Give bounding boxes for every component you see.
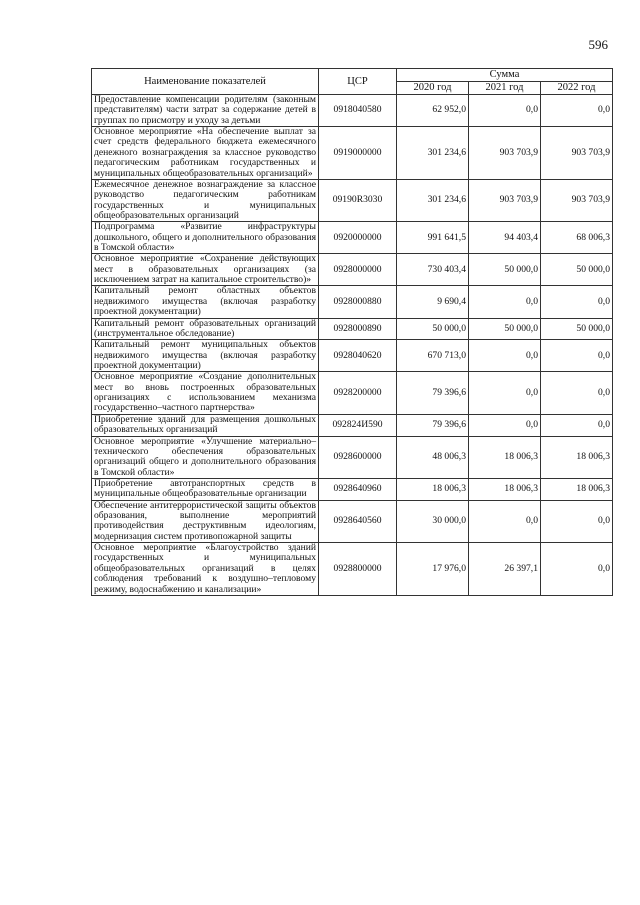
- row-value-2021: 0,0: [469, 414, 541, 436]
- row-code: 0928800000: [319, 543, 397, 596]
- row-name: Капитальный ремонт муниципальных объектов недвижимого имущества (включая разработку проектной документации): [92, 340, 319, 372]
- table-row: [92, 478, 613, 500]
- table-row: [92, 318, 613, 340]
- row-code: 0928640560: [319, 500, 397, 542]
- row-code: 0918040580: [319, 95, 397, 127]
- table-row: [92, 127, 613, 180]
- row-value-2022: 0,0: [541, 372, 613, 414]
- row-name: Основное мероприятие «На обеспечение выплат за счет средств федерального бюджета ежемесячного денежного вознаграждения за классное руководство педагогическим работникам государственных и муниципальных общеобразовательных организаций»: [92, 127, 319, 180]
- table-row: [92, 254, 613, 286]
- table-row: [92, 179, 613, 221]
- table-header: [92, 69, 613, 95]
- row-value-2020: 670 713,0: [397, 340, 469, 372]
- row-code: 09190R3030: [319, 179, 397, 221]
- table-row: [92, 500, 613, 542]
- row-value-2022: 903 703,9: [541, 127, 613, 180]
- page-number: 596: [588, 37, 608, 52]
- table-row: [92, 543, 613, 596]
- row-code: 0928200000: [319, 372, 397, 414]
- header-sum: Сумма: [397, 69, 613, 82]
- header-code: ЦСР: [319, 69, 397, 95]
- header-year-2020: 2020 год: [397, 82, 469, 95]
- row-code: 0928000880: [319, 286, 397, 318]
- row-value-2020: 79 396,6: [397, 372, 469, 414]
- row-value-2020: 50 000,0: [397, 318, 469, 340]
- row-value-2020: 79 396,6: [397, 414, 469, 436]
- row-name: Предоставление компенсации родителям (законным представителям) части затрат за содержание детей в группах по присмотру и уходу за детьми: [92, 95, 319, 127]
- row-name: Приобретение зданий для размещения дошкольных образовательных организаций: [92, 414, 319, 436]
- row-value-2020: 301 234,6: [397, 127, 469, 180]
- row-value-2022: 50 000,0: [541, 254, 613, 286]
- row-value-2022: 50 000,0: [541, 318, 613, 340]
- table-row: [92, 414, 613, 436]
- table-row: [92, 222, 613, 254]
- row-value-2021: 18 006,3: [469, 478, 541, 500]
- row-value-2020: 62 952,0: [397, 95, 469, 127]
- budget-table: [91, 68, 613, 596]
- row-code: 0928000000: [319, 254, 397, 286]
- table-row: [92, 286, 613, 318]
- row-value-2022: 0,0: [541, 543, 613, 596]
- row-value-2021: 0,0: [469, 340, 541, 372]
- row-value-2022: 68 006,3: [541, 222, 613, 254]
- row-value-2022: 0,0: [541, 414, 613, 436]
- row-value-2021: 903 703,9: [469, 179, 541, 221]
- row-value-2021: 26 397,1: [469, 543, 541, 596]
- row-name: Капитальный ремонт областных объектов недвижимого имущества (включая разработку проектной документации): [92, 286, 319, 318]
- row-code: 0928640960: [319, 478, 397, 500]
- row-value-2020: 48 006,3: [397, 436, 469, 478]
- table-row: [92, 436, 613, 478]
- row-value-2021: 94 403,4: [469, 222, 541, 254]
- row-code: 0928000890: [319, 318, 397, 340]
- row-value-2021: 0,0: [469, 500, 541, 542]
- row-name: Основное мероприятие «Создание дополнительных мест во вновь построенных образовательных организациях с использованием механизма государственно–частного партнерства»: [92, 372, 319, 414]
- row-code: 0919000000: [319, 127, 397, 180]
- row-name: Ежемесячное денежное вознаграждение за классное руководство педагогическим работникам государственных и муниципальных общеобразовательных организаций: [92, 179, 319, 221]
- row-value-2020: 30 000,0: [397, 500, 469, 542]
- row-value-2020: 730 403,4: [397, 254, 469, 286]
- table-row: [92, 95, 613, 127]
- row-value-2022: 903 703,9: [541, 179, 613, 221]
- table-body: [92, 95, 613, 596]
- row-name: Капитальный ремонт образовательных организаций (инструментальное обследование): [92, 318, 319, 340]
- header-year-2021: 2021 год: [469, 82, 541, 95]
- table-row: [92, 372, 613, 414]
- header-year-2022: 2022 год: [541, 82, 613, 95]
- row-name: Основное мероприятие «Благоустройство зданий государственных и муниципальных общеобразовательных организаций в целях соблюдения требований к воздушно–тепловому режиму, водоснабжению и канализации»: [92, 543, 319, 596]
- row-code: 092824И590: [319, 414, 397, 436]
- row-value-2022: 0,0: [541, 286, 613, 318]
- row-value-2020: 9 690,4: [397, 286, 469, 318]
- row-value-2020: 301 234,6: [397, 179, 469, 221]
- row-code: 0928600000: [319, 436, 397, 478]
- row-value-2020: 18 006,3: [397, 478, 469, 500]
- row-value-2021: 903 703,9: [469, 127, 541, 180]
- row-name: Приобретение автотранспортных средств в муниципальные общеобразовательные организации: [92, 478, 319, 500]
- row-value-2021: 50 000,0: [469, 318, 541, 340]
- row-value-2021: 0,0: [469, 95, 541, 127]
- row-value-2021: 18 006,3: [469, 436, 541, 478]
- row-value-2022: 18 006,3: [541, 478, 613, 500]
- row-code: 0920000000: [319, 222, 397, 254]
- row-value-2022: 0,0: [541, 95, 613, 127]
- row-value-2022: 0,0: [541, 500, 613, 542]
- row-value-2021: 50 000,0: [469, 254, 541, 286]
- header-name: Наименование показателей: [92, 69, 319, 95]
- row-value-2021: 0,0: [469, 286, 541, 318]
- table-row: [92, 340, 613, 372]
- row-name: Основное мероприятие «Сохранение действующих мест в образовательных организациях (за исключением затрат на капитальное строительство)»: [92, 254, 319, 286]
- row-value-2020: 991 641,5: [397, 222, 469, 254]
- row-name: Подпрограмма «Развитие инфраструктуры дошкольного, общего и дополнительного образования в Томской области»: [92, 222, 319, 254]
- row-name: Обеспечение антитеррористической защиты объектов образования, выполнение мероприятий противодействия деструктивным идеологиям, модернизация систем противопожарной защиты: [92, 500, 319, 542]
- row-value-2022: 0,0: [541, 340, 613, 372]
- row-value-2021: 0,0: [469, 372, 541, 414]
- row-value-2022: 18 006,3: [541, 436, 613, 478]
- row-name: Основное мероприятие «Улучшение материально–технического обеспечения образовательных организаций общего и дополнительного образования в Томской области»: [92, 436, 319, 478]
- row-code: 0928040620: [319, 340, 397, 372]
- row-value-2020: 17 976,0: [397, 543, 469, 596]
